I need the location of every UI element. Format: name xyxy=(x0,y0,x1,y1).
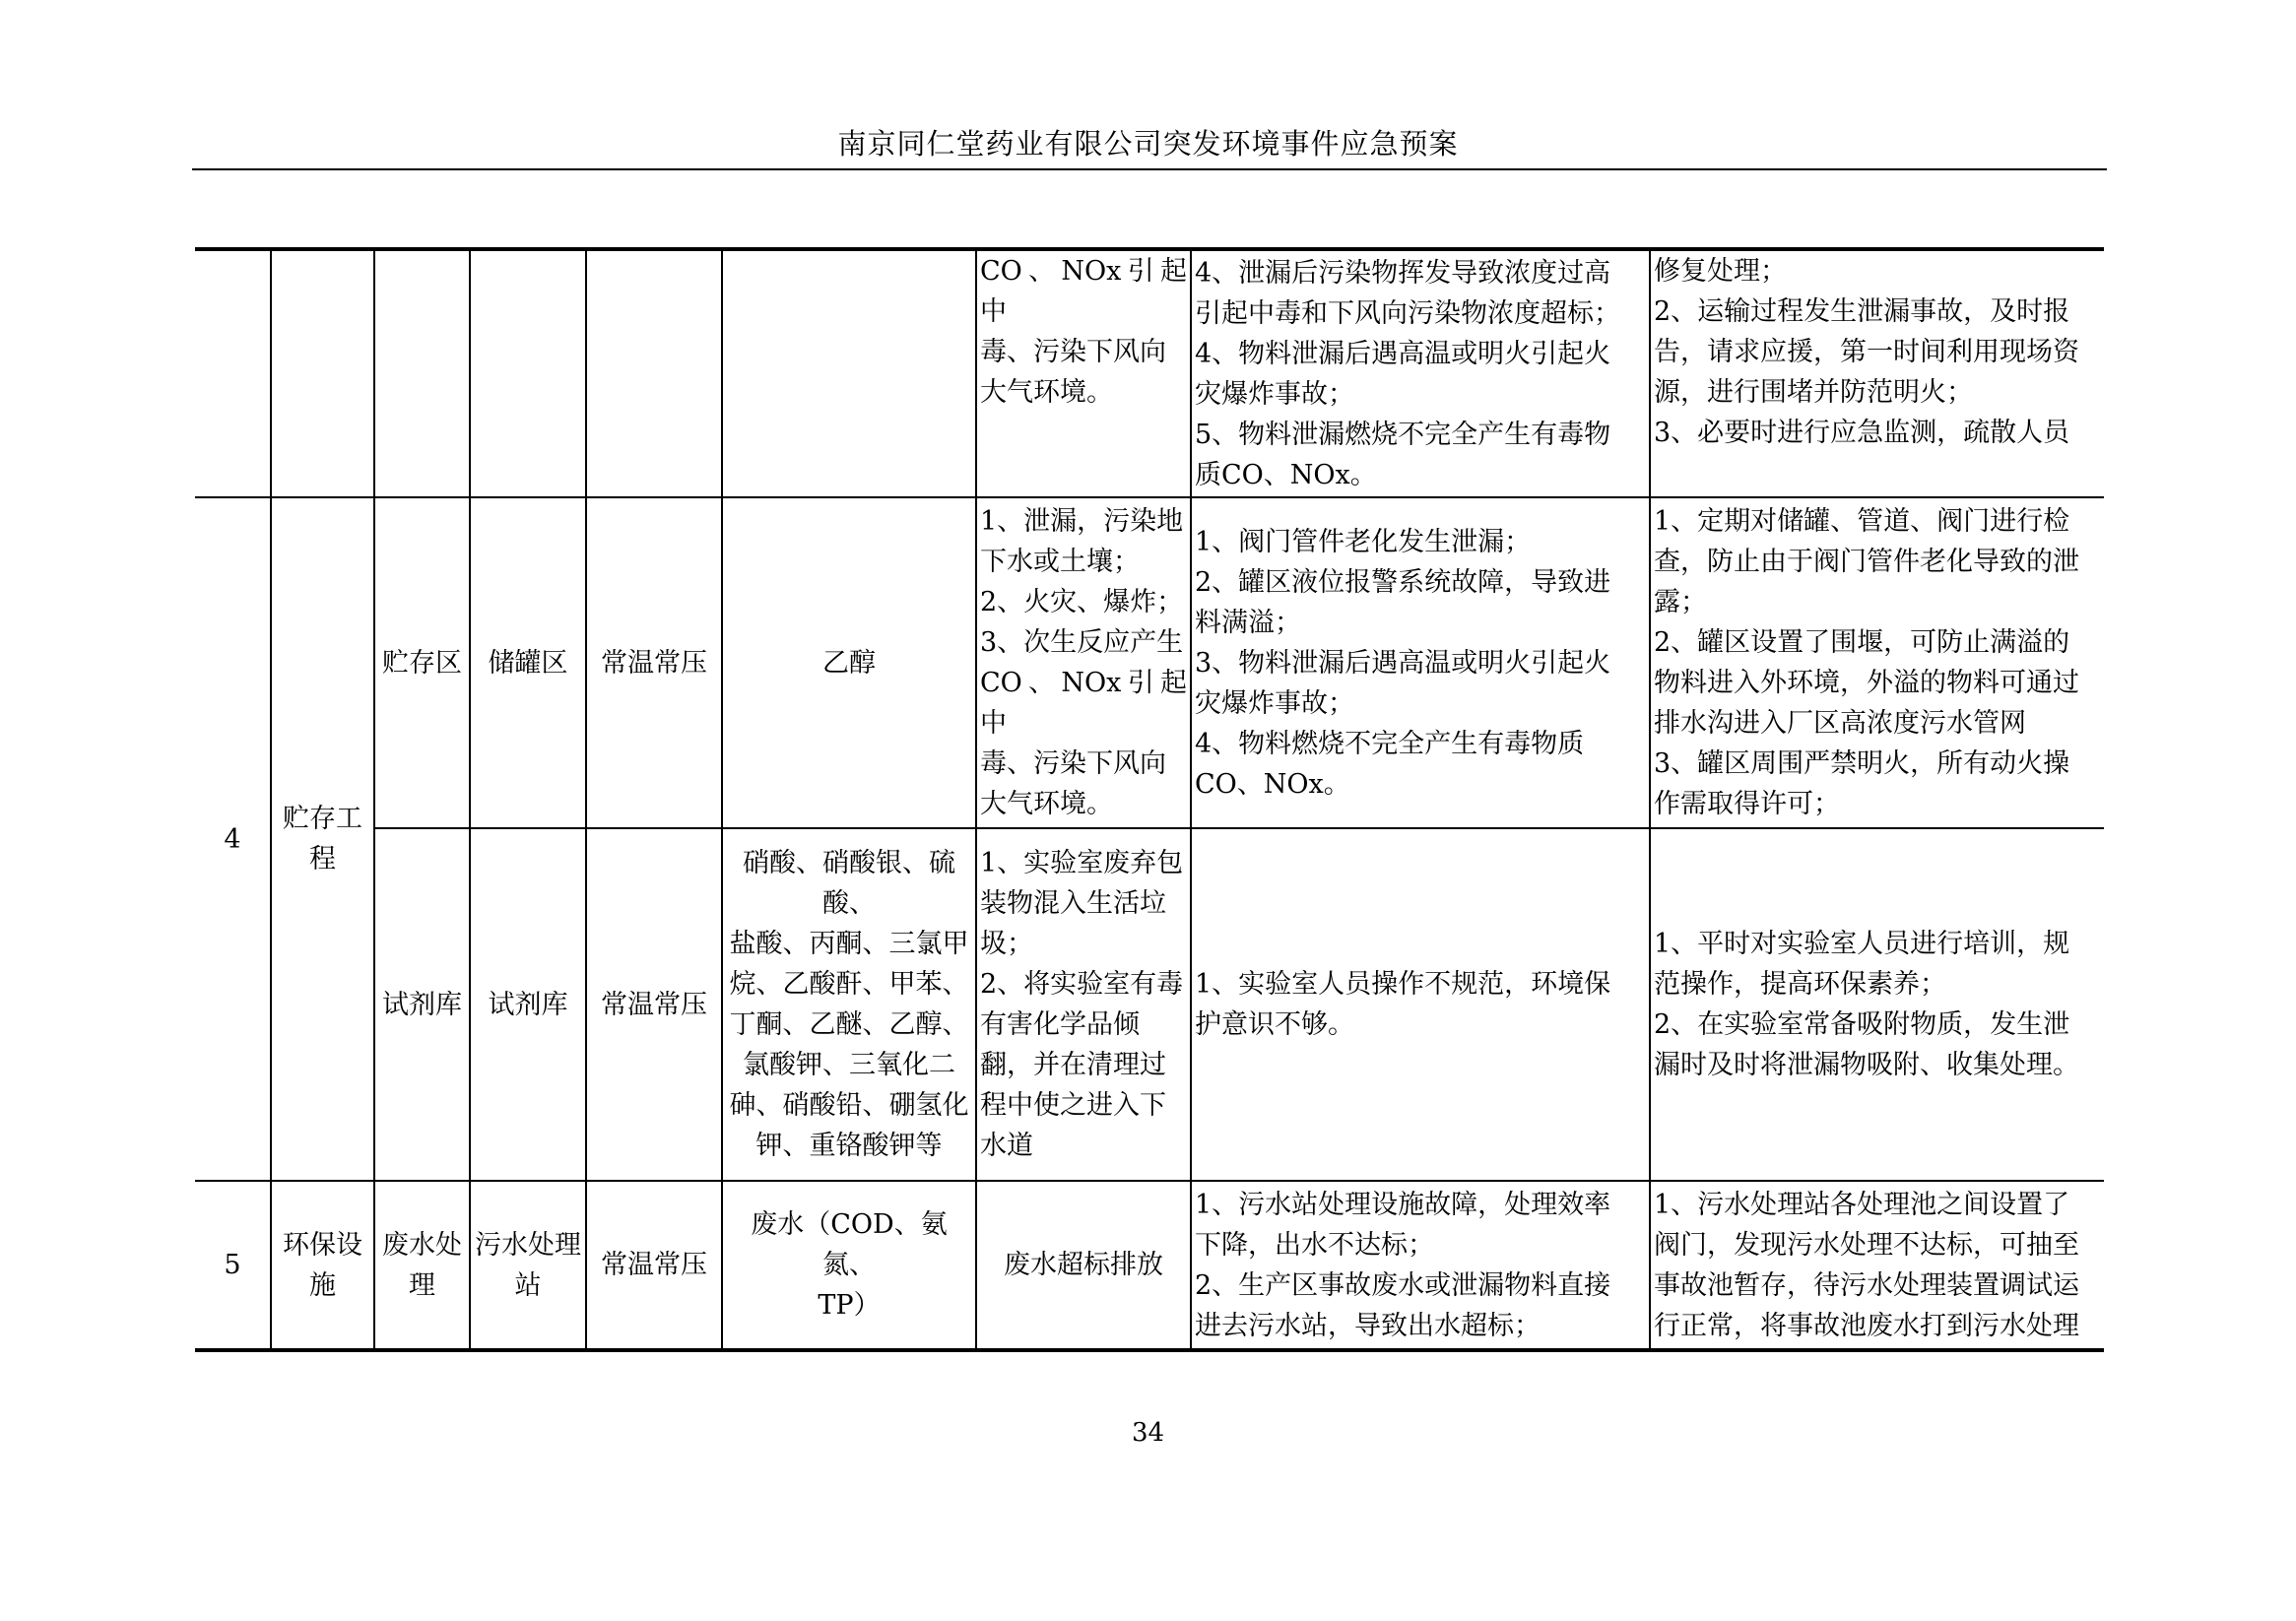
cell-causes: 1、污水站处理设施故障，处理效率 下降，出水不达标； 2、生产区事故废水或泄漏物料直接 进去污水站，导致出水超标； xyxy=(1191,1181,1650,1350)
cell-project xyxy=(271,249,374,497)
table-row-reagent-store xyxy=(195,828,2104,1181)
cell-impact: 废水超标排放 xyxy=(976,1181,1191,1350)
cell-substance: 硝酸、硝酸银、硫酸、 盐酸、丙酮、三氯甲 烷、乙酸酐、甲苯、 丁酮、乙醚、乙醇、 氯酸钾、三氧化二 砷、硝酸铅、硼氢化 钾、重铬酸钾等 xyxy=(722,828,976,1181)
cell-measures: 1、平时对实验室人员进行培训，规 范操作，提高环保素养； 2、在实验室常备吸附物质，发生泄 漏时及时将泄漏物吸附、收集处理。 xyxy=(1650,828,2104,1181)
page-number: 34 xyxy=(1131,1418,1165,1448)
risk-assessment-table xyxy=(195,247,2104,1352)
table-row-wastewater-station xyxy=(195,1181,2104,1350)
cell-measures: 1、污水处理站各处理池之间设置了 阀门，发现污水处理不达标，可抽至 事故池暂存，待污水处理装置调试运 行正常，将事故池废水打到污水处理 xyxy=(1650,1181,2104,1350)
document-header-title: 南京同仁堂药业有限公司突发环境事件应急预案 xyxy=(837,127,1459,161)
cell-project: 贮存工 程 xyxy=(271,497,374,1181)
cell-condition: 常温常压 xyxy=(586,828,722,1181)
cell-area: 贮存区 xyxy=(374,497,470,828)
cell-no: 4 xyxy=(195,497,271,1181)
header-divider xyxy=(192,168,2107,170)
cell-area: 废水处 理 xyxy=(374,1181,470,1350)
cell-condition xyxy=(586,249,722,497)
cell-substance: 乙醇 xyxy=(722,497,976,828)
cell-impact: CO、NOx引起中 毒、污染下风向 大气环境。 xyxy=(976,249,1191,497)
cell-impact: 1、实验室废弃包 装物混入生活垃 圾； 2、将实验室有毒 有害化学品倾 翻，并在清理过 程中使之进入下 水道 xyxy=(976,828,1191,1181)
cell-measures: 修复处理； 2、运输过程发生泄漏事故，及时报 告，请求应援，第一时间利用现场资 源，进行围堵并防范明火； 3、必要时进行应急监测，疏散人员 xyxy=(1650,249,2104,497)
table-row-tank-area xyxy=(195,497,2104,828)
cell-area: 试剂库 xyxy=(374,828,470,1181)
cell-causes: 1、实验室人员操作不规范，环境保 护意识不够。 xyxy=(1191,828,1650,1181)
cell-substance xyxy=(722,249,976,497)
cell-condition: 常温常压 xyxy=(586,1181,722,1350)
cell-unit: 试剂库 xyxy=(470,828,586,1181)
cell-causes: 1、阀门管件老化发生泄漏； 2、罐区液位报警系统故障，导致进 料满溢； 3、物料泄漏后遇高温或明火引起火 灾爆炸事故； 4、物料燃烧不完全产生有毒物质 CO、NOx。 xyxy=(1191,497,1650,828)
cell-unit xyxy=(470,249,586,497)
table-row-continued xyxy=(195,249,2104,497)
cell-unit: 污水处理 站 xyxy=(470,1181,586,1350)
cell-substance: 废水（COD、氨氮、 TP） xyxy=(722,1181,976,1350)
cell-unit: 储罐区 xyxy=(470,497,586,828)
cell-no: 5 xyxy=(195,1181,271,1350)
cell-measures: 1、定期对储罐、管道、阀门进行检 查，防止由于阀门管件老化导致的泄 露； 2、罐区设置了围堰，可防止满溢的 物料进入外环境，外溢的物料可通过 排水沟进入厂区高浓度污水管网 3、罐区周围严禁明火，所有动火操 作需取得许可； xyxy=(1650,497,2104,828)
cell-impact: 1、泄漏，污染地 下水或土壤； 2、火灾、爆炸； 3、次生反应产生 CO、NOx引起中 毒、污染下风向 大气环境。 xyxy=(976,497,1191,828)
cell-no xyxy=(195,249,271,497)
cell-area xyxy=(374,249,470,497)
cell-condition: 常温常压 xyxy=(586,497,722,828)
cell-causes: 4、泄漏后污染物挥发导致浓度过高 引起中毒和下风向污染物浓度超标； 4、物料泄漏后遇高温或明火引起火 灾爆炸事故； 5、物料泄漏燃烧不完全产生有毒物 质CO、NOx。 xyxy=(1191,249,1650,497)
cell-project: 环保设 施 xyxy=(271,1181,374,1350)
